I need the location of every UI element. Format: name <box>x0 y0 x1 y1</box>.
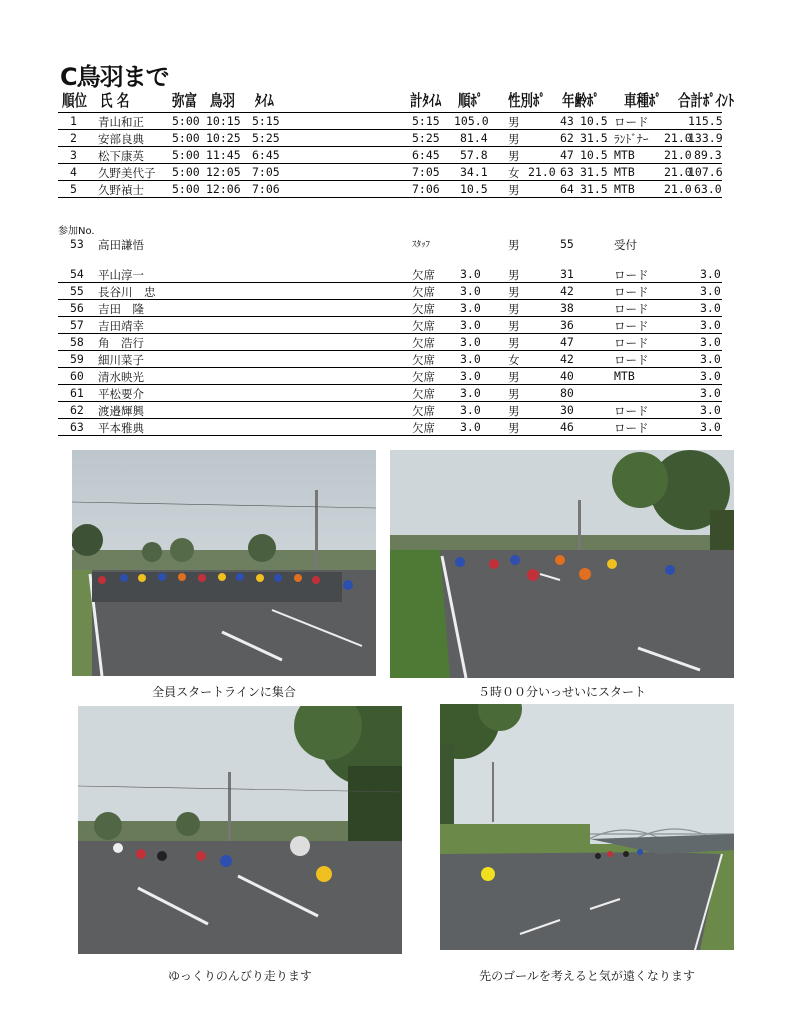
table-row: 54 平山淳一 欠席 3.0 男 31 ロード 3.0 <box>58 266 722 283</box>
table-row: 2 安部良典 5:00 10:25 5:25 5:25 81.4 男 62 31.5 ﾗﾝﾄﾞﾅｰ 21.0 133.9 <box>58 129 722 146</box>
table-row: 3 松下康英 5:00 11:45 6:45 6:45 57.8 男 47 10.5 MTB 21.0 89.3 <box>58 146 722 163</box>
results-table <box>58 112 722 198</box>
photo-leisure-ride <box>78 706 402 954</box>
table-row: 59 細川菜子 欠席 3.0 女 42 ロード 3.0 <box>58 351 722 368</box>
participants-table <box>58 266 722 436</box>
photo-long-road <box>440 704 734 950</box>
caption-photo3: ゆっくりのんびり走ります <box>168 969 312 983</box>
header-bike-pt: 車種ﾎﾟ <box>624 91 662 110</box>
photo-start-line <box>72 450 376 676</box>
participants-label: 参加No. <box>58 226 95 237</box>
table-row: 57 吉田靖幸 欠席 3.0 男 36 ロード 3.0 <box>58 317 722 334</box>
header-time: ﾀｲﾑ <box>255 91 274 110</box>
header-arrive: 鳥羽 <box>210 91 235 110</box>
header-name: 氏 名 <box>100 91 130 110</box>
table-row: 55 長谷川 忠 欠席 3.0 男 42 ロード 3.0 <box>58 283 722 300</box>
table-row: 5 久野禎士 5:00 12:06 7:06 7:06 10.5 男 64 31.5 MTB 21.0 63.0 <box>58 180 722 198</box>
table-row: 4 久野美代子 5:00 12:05 7:05 7:05 34.1 女 21.0 63 31.5 MTB 21.0 107.6 <box>58 163 722 180</box>
caption-photo1: 全員スタートラインに集合 <box>152 685 296 699</box>
header-start: 弥富 <box>172 91 197 110</box>
table-row: 58 角 浩行 欠席 3.0 男 47 ロード 3.0 <box>58 334 722 351</box>
header-gender-pt: 性別ﾎﾟ <box>508 91 546 110</box>
staff-row: 53 高田謙悟 ｽﾀｯﾌ 男 55 受付 <box>70 237 637 252</box>
table-row: 60 清水映光 欠席 3.0 男 40 MTB 3.0 <box>58 368 722 385</box>
table-row: 61 平松要介 欠席 3.0 男 80 3.0 <box>58 385 722 402</box>
photo-mass-start <box>390 450 734 678</box>
caption-photo4: 先のゴールを考えると気が遠くなります <box>479 969 695 983</box>
header-age-pt: 年齢ﾎﾟ <box>562 91 600 110</box>
header-total-pt: 合計ﾎﾟｲﾝﾄ <box>678 91 735 110</box>
header-rank: 順位 <box>62 91 87 110</box>
table-row: 63 平本雅典 欠席 3.0 男 46 ロード 3.0 <box>58 419 722 436</box>
table-row: 1 青山和正 5:00 10:15 5:15 5:15 105.0 男 43 10.5 ロード 115.5 <box>58 112 722 129</box>
header-calc-time: 計ﾀｲﾑ <box>410 91 442 110</box>
header-rank-pt: 順ﾎﾟ <box>458 91 483 110</box>
page-title: C鳥羽まで <box>60 63 169 91</box>
table-row: 56 吉田 隆 欠席 3.0 男 38 ロード 3.0 <box>58 300 722 317</box>
table-row: 62 渡邉輝興 欠席 3.0 男 30 ロード 3.0 <box>58 402 722 419</box>
caption-photo2: ５時００分いっせいにスタート <box>477 685 646 699</box>
